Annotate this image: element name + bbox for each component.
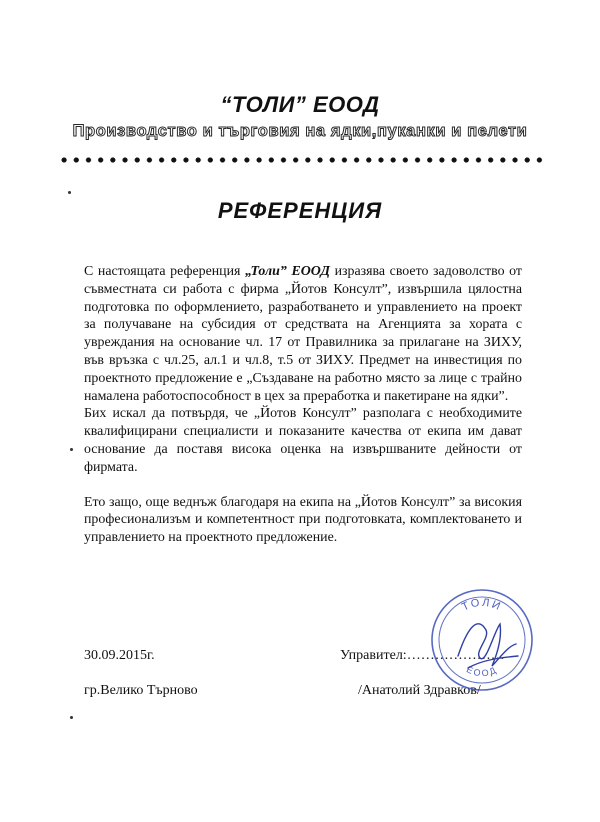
paragraph-1-company: „Толи” ЕООД (245, 264, 330, 279)
letter-date: 30.09.2015г. (84, 648, 155, 663)
dotted-divider (58, 157, 548, 163)
company-tagline: Производство и търговия на ядки,пуканки и пелети (72, 122, 528, 140)
document-title: РЕФЕРЕНЦИЯ (217, 198, 383, 223)
paragraph-2: Бих искал да потвърдя, че „Йотов Консулт” разполага с необходимите квалифицирани специалисти и показаните качества от екипа им дават основание да поставя висока оценка на извършваните дейности от фирмата. (84, 406, 522, 475)
paragraph-1-prefix: С настоящата референция (84, 264, 246, 279)
signer-name: /Анатолий Здравков/ (358, 683, 481, 698)
paragraph-1-rest: изразява своето задоволство от съвместната си работа с фирма „Йотов Консулт”, извършила цялостна подготовка по оформлението, разработването и управлението на проект за получаване на субсидия от средствата на Агенцията за хората с увреждания на основание чл. 17 от Правилника за прилагане на ЗИХУ, във връзка с чл.25, ал.1 и чл.8, т.5 от ЗИХУ. Предмет на инвестиция по проектното предложение е „Създаване на работно място за лице с трайно намалена работоспособност в цех за преработка и пакетиране на ядки”. (84, 264, 522, 404)
letter-city: гр.Велико Търново (84, 683, 198, 698)
handwritten-signature (458, 624, 518, 668)
company-name: “ТОЛИ” ЕООД (220, 92, 380, 117)
stamp-bottom-text: ЕООД (464, 664, 500, 679)
manager-signature-line: Управител:………………… (340, 648, 505, 663)
letter-body (84, 263, 522, 547)
paragraph-1 (84, 263, 522, 405)
stamp-top-text: ТОЛИ (460, 596, 504, 614)
company-stamp (428, 586, 536, 694)
paragraph-3: Ето защо, още веднъж благодаря на екипа на „Йотов Консулт” за високия професионализъм и компетентност при подготовката, комплектоването и управлението на проектното предложение. (84, 494, 522, 546)
